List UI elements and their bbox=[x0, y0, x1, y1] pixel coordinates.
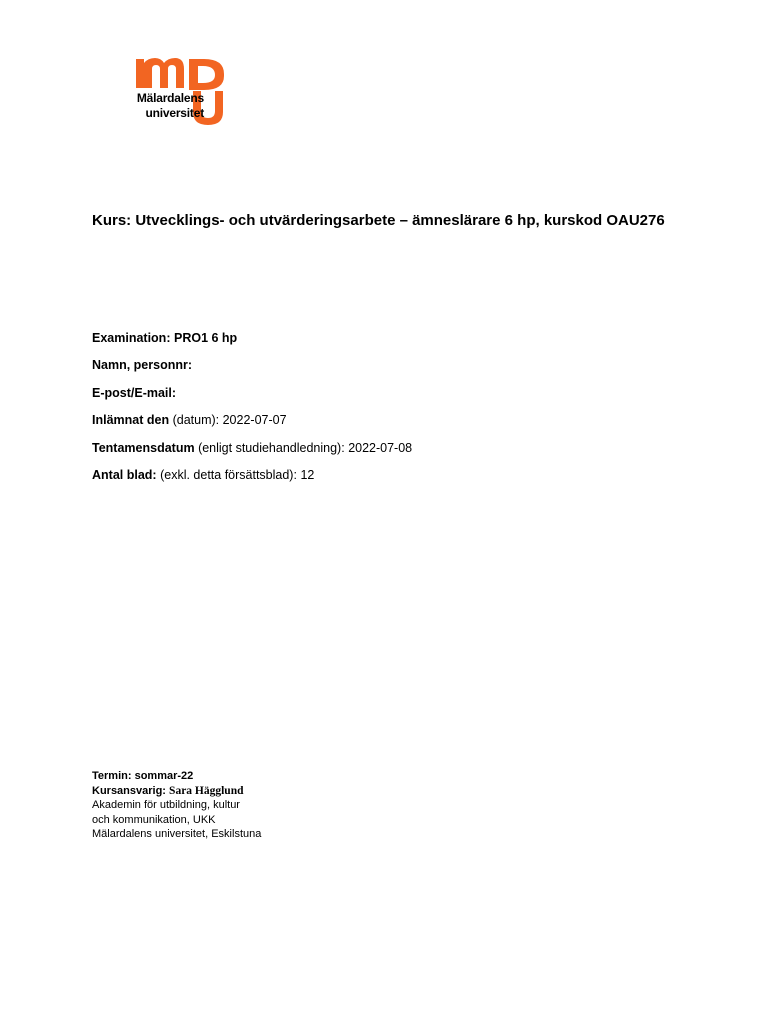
field-value: 2022-07-07 bbox=[222, 413, 287, 428]
footer-line-1: Akademin för utbildning, kultur bbox=[92, 799, 240, 811]
course-title: Kurs: Utvecklings- och utvärderingsarbete – ämneslärare 6 hp, kurskod OAU276 bbox=[92, 212, 665, 229]
logo-wordmark bbox=[110, 91, 204, 121]
footer-line-3: Mälardalens universitet, Eskilstuna bbox=[92, 828, 262, 840]
field-examination bbox=[92, 331, 412, 358]
field-label: Tentamensdatum bbox=[92, 440, 195, 455]
logo-line-2: universitet bbox=[145, 106, 204, 120]
footer-termin bbox=[92, 769, 261, 784]
logo-line-1: Mälardalens bbox=[136, 91, 204, 105]
footer-line-2: och kommunikation, UKK bbox=[92, 813, 216, 826]
field-label: E-post/E-mail: bbox=[92, 385, 177, 400]
logo-letter-m bbox=[136, 58, 184, 88]
field-email bbox=[92, 386, 412, 413]
termin-value: sommar-22 bbox=[134, 770, 194, 782]
field-tentamensdatum bbox=[92, 441, 412, 468]
kursansvarig-label: Kursansvarig: bbox=[92, 784, 166, 797]
field-inlamnat bbox=[92, 413, 412, 440]
footer-info bbox=[92, 769, 261, 842]
field-extra: (exkl. detta försättsblad): bbox=[160, 467, 297, 482]
field-label: Namn, personnr: bbox=[92, 358, 193, 373]
logo-letter-d bbox=[189, 59, 224, 90]
termin-label: Termin: bbox=[92, 770, 132, 782]
field-value: PRO1 6 hp bbox=[173, 331, 238, 345]
field-label: Antal blad: bbox=[92, 467, 157, 482]
footer-kursansvarig bbox=[92, 784, 261, 799]
field-label: Inlämnat den bbox=[92, 413, 170, 428]
mdu-logo bbox=[110, 56, 234, 126]
field-extra: (enligt studiehandledning): bbox=[198, 440, 345, 455]
field-label: Examination: bbox=[92, 331, 171, 345]
field-value: 2022-07-08 bbox=[348, 440, 413, 455]
field-value: 12 bbox=[300, 467, 315, 482]
field-extra: (datum): bbox=[172, 413, 220, 428]
field-antal-blad bbox=[92, 468, 412, 495]
kursansvarig-value: Sara Hägglund bbox=[169, 784, 244, 797]
exam-fields bbox=[92, 331, 412, 495]
field-namn bbox=[92, 358, 412, 385]
